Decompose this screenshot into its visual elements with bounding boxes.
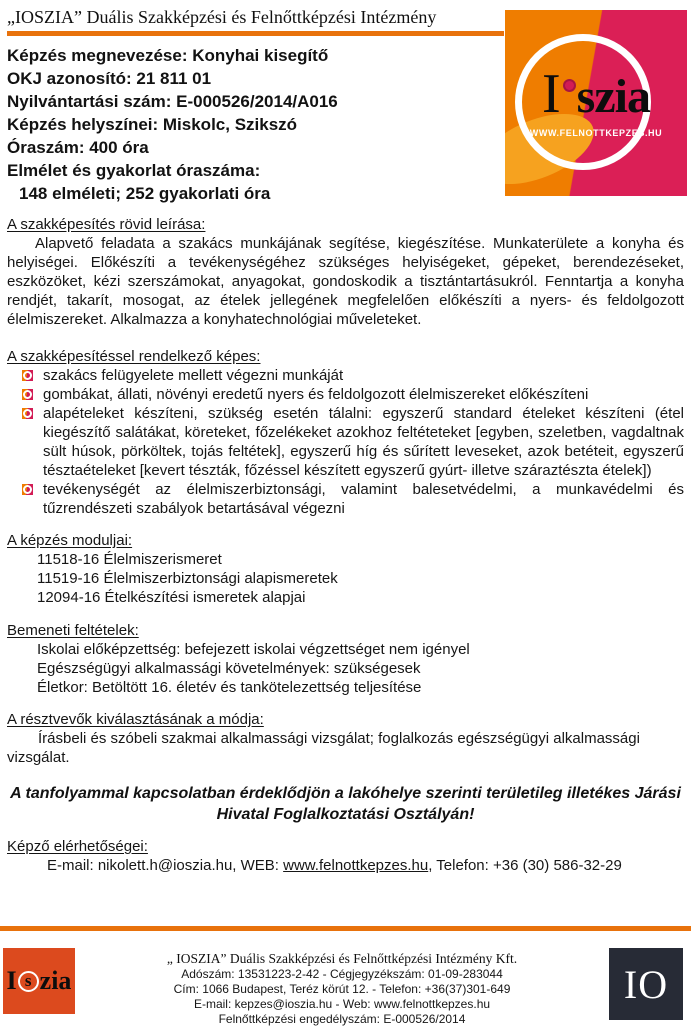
header-divider [7, 31, 504, 36]
contact-prefix: E-mail: nikolett.h@ioszia.hu, WEB: [47, 857, 284, 874]
list-item-text: tevékenységét az élelmiszerbiztonsági, valamint balesetvédelmi, a munkavédelmi és tűzrendészeti szabályok betartásával végezni [43, 481, 684, 517]
footer-tax-line: Adószám: 13531223-2-42 - Cégjegyzékszám: 01-09-283044 [181, 967, 503, 981]
list-item-text: gombákat, állati, növényi eredetű nyers és feldolgozott élelmiszereket előkészíteni [43, 386, 589, 403]
section-heading-capabilities: A szakképesítéssel rendelkező képes: [7, 348, 261, 365]
ioszia-bullet-icon [22, 370, 33, 381]
footer-license-line: Felnőttképzési engedélyszám: E-000526/2014 [218, 1012, 466, 1026]
ioszia-bullet-icon [22, 484, 33, 495]
theory-practice-hours: 148 elméleti; 252 gyakorlati óra [19, 184, 271, 203]
list-item-text: szakács felügyelete mellett végezni munkáját [43, 367, 344, 384]
list-item [7, 404, 684, 480]
ioszia-logo [505, 10, 687, 196]
ioszia-bullet-icon [22, 389, 33, 400]
contact-suffix: , Telefon: +36 (30) 586-32-29 [428, 857, 622, 874]
logo-wordmark [505, 62, 687, 126]
course-name: Képzés megnevezése: Konyhai kisegítő [7, 46, 329, 65]
entry-item: Iskolai előképzettség: befejezett iskolai végzettséget nem igényel [37, 641, 470, 658]
footer [0, 926, 691, 1027]
entry-item: Egészségügyi alkalmassági követelmények: szükségesek [37, 660, 421, 677]
contact-notice: A tanfolyammal kapcsolatban érdeklődjön a lakóhelye szerinti területileg illetékes Járási Hivatal Foglalkoztatási Osztályán! [10, 785, 681, 823]
list-item-text: alapételeket készíteni, szükség esetén tálalni: egyszerű standard ételeket készíteni (étel kiegészítő salátákat, köreteket, főzelékeket azokhoz feltéteteket [egyben, szeletben, vagdaltnak sült húsok, pörköltek, tojás feltétek], egyszerű híg és sűrített leveseket, azok betéteit, egyszerű tésztaételeket [kevert tészták, főzéssel készített egyszerű gyúrt- illetve száraztészta ételek]) [43, 405, 684, 479]
selection-paragraph: Írásbeli és szóbeli szakmai alkalmassági vizsgálat; foglalkozás egészségügyi alkalmassági vizsgálat. [7, 730, 640, 766]
module-item: 11519-16 Élelmiszerbiztonsági alapismeretek [37, 570, 338, 587]
list-item [7, 366, 684, 385]
website-link[interactable]: www.felnottkepzes.hu [283, 857, 429, 874]
section-heading-contact: Képző elérhetőségei: [7, 838, 148, 855]
okj-id: OKJ azonosító: 21 811 01 [7, 69, 212, 88]
footer-logo-ring-icon [18, 971, 39, 992]
capabilities-list [7, 366, 684, 518]
list-item [7, 385, 684, 404]
section-heading-description: A szakképesítés rövid leírása: [7, 216, 206, 233]
footer-address-line: Cím: 1066 Budapest, Teréz körút 12. - Telefon: +36(37)301-649 [173, 982, 511, 996]
footer-io-logo: IO [609, 948, 683, 1020]
entry-list [7, 640, 684, 697]
course-locations: Képzés helyszínei: Miskolc, Szikszó [7, 115, 298, 134]
logo-dot-icon [563, 79, 576, 92]
contact-line [7, 856, 684, 875]
modules-list [7, 550, 684, 607]
description-paragraph: Alapvető feladata a szakács munkájának segítése, kiegészítése. Munkaterülete a konyha és helyiségei. Előkészíti a tevékenységéhez szükséges helyiségeket, gépeket, berendezéseket, eszközöket, kézi szerszámokat, anyagokat, gondoskodik a tisztántartásukról. Fenntartja a konyha rendjét, takarít, mosogat, az ételek jellegének megfelelően előkészíti a nyers- és feldolgozott élelmiszereket. Alkalmazza a konyhatechnológiai műveleteket. [7, 235, 684, 328]
module-item: 11518-16 Élelmiszerismeret [37, 551, 222, 568]
footer-ioszia-logo [3, 948, 75, 1014]
course-summary [7, 44, 497, 205]
section-heading-modules: A képzés moduljai: [7, 532, 133, 549]
module-item: 12094-16 Ételkészítési ismeretek alapjai [37, 589, 306, 606]
logo-letter-i: I [542, 63, 561, 125]
page-title: „IOSZIA” Duális Szakképzési és Felnőttképzési Intézmény [7, 7, 437, 27]
list-item [7, 480, 684, 518]
footer-company-info [75, 948, 609, 1027]
footer-logo-letter-i: I [6, 966, 17, 995]
section-heading-entry: Bemeneti feltételek: [7, 622, 139, 639]
footer-divider [0, 926, 691, 931]
footer-company-name: „ IOSZIA” Duális Szakképzési és Felnőttképzési Intézmény Kft. [166, 951, 518, 966]
footer-logo-letter-s: s [24, 971, 32, 990]
course-hours: Óraszám: 400 óra [7, 138, 149, 157]
theory-practice-label: Elmélet és gyakorlat óraszáma: [7, 161, 261, 180]
footer-email-line: E-mail: kepzes@ioszia.hu - Web: www.felnottkepzes.hu [193, 997, 491, 1011]
logo-url-text: WWW.FELNOTTKEPZES.HU [529, 128, 663, 138]
registration-number: Nyilvántartási szám: E-000526/2014/A016 [7, 92, 338, 111]
section-heading-selection: A résztvevők kiválasztásának a módja: [7, 711, 264, 728]
ioszia-bullet-icon [22, 408, 33, 419]
logo-letters-szia: szia [576, 70, 650, 123]
footer-logo-letters-zia: zia [39, 966, 72, 995]
entry-item: Életkor: Betöltött 16. életév és tankötelezettség teljesítése [37, 679, 422, 696]
